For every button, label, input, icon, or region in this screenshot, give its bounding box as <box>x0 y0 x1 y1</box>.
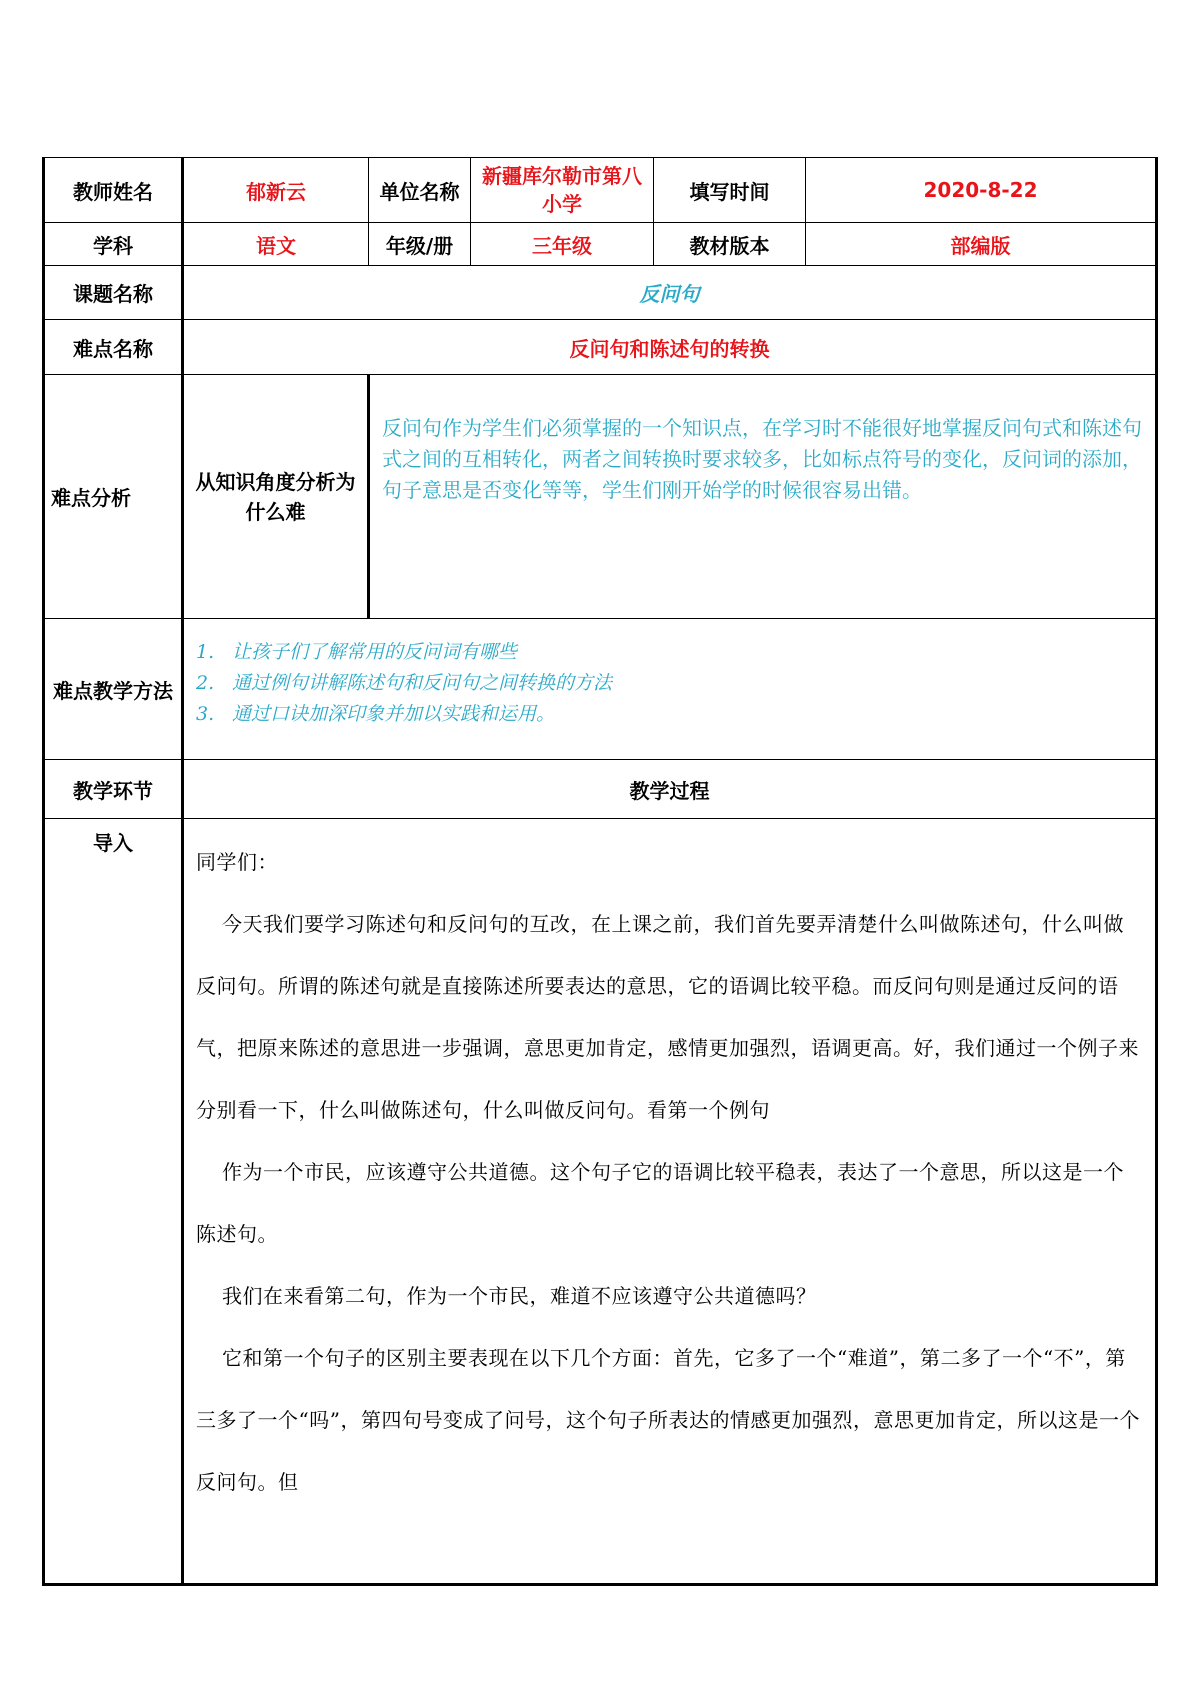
topic-label: 课题名称 <box>44 266 183 320</box>
intro-paragraph: 今天我们要学习陈述句和反问句的互改，在上课之前，我们首先要弄清楚什么叫做陈述句，什么叫做反问句。所谓的陈述句就是直接陈述所要表达的意思，它的语调比较平稳。而反问句则是通过反问的语气，把原来陈述的意思进一步强调，意思更加肯定，感情更加强烈，语调更高。好，我们通过一个例子来分别看一下，什么叫做陈述句，什么叫做反问句。看第一个例句 <box>196 912 1139 1122</box>
method-item: 3. 通过口诀加深印象并加以实践和运用。 <box>196 703 556 725</box>
edition-label: 教材版本 <box>654 223 806 266</box>
analysis-text: 反问句作为学生们必须掌握的一个知识点，在学习时不能很好地掌握反问句式和陈述句式之间的互相转化，两者之间转换时要求较多，比如标点符号的变化，反问词的添加，句子意思是否变化等等，学生们刚开始学的时候很容易出错。 <box>369 375 1157 619</box>
method-row <box>44 619 1157 760</box>
grade-value: 三年级 <box>471 223 654 266</box>
date-value: 2020-8-22 <box>806 158 1157 223</box>
intro-paragraph: 同学们： <box>196 850 278 874</box>
difficulty-row <box>44 320 1157 375</box>
analysis-label: 难点分析 <box>44 375 183 619</box>
difficulty-value: 反问句和陈述句的转换 <box>183 320 1157 375</box>
analysis-row <box>44 375 1157 619</box>
intro-paragraph: 它和第一个句子的区别主要表现在以下几个方面：首先，它多了一个“难道”，第二多了一个“不”，第三多了一个“吗”，第四句号变成了问号，这个句子所表达的情感更加强烈，意思更加肯定，所以这是一个反问句。但 <box>196 1346 1140 1494</box>
topic-value: 反问句 <box>183 266 1157 320</box>
process-label: 教学过程 <box>183 760 1157 819</box>
process-header-row <box>44 760 1157 819</box>
intro-paragraph: 作为一个市民，应该遵守公共道德。这个句子它的语调比较平稳表，表达了一个意思，所以这是一个陈述句。 <box>196 1160 1124 1246</box>
header-row-2 <box>44 223 1157 266</box>
analysis-sub-label: 从知识角度分析为什么难 <box>183 375 369 619</box>
method-item: 2. 通过例句讲解陈述句和反问句之间转换的方法 <box>196 672 613 694</box>
unit-value: 新疆库尔勒市第八小学 <box>471 158 654 223</box>
lesson-plan-table <box>42 157 1158 1586</box>
intro-text <box>183 819 1157 1585</box>
edition-value: 部编版 <box>806 223 1157 266</box>
topic-row <box>44 266 1157 320</box>
intro-label: 导入 <box>44 819 183 1585</box>
difficulty-label: 难点名称 <box>44 320 183 375</box>
method-label: 难点教学方法 <box>44 619 183 760</box>
date-label: 填写时间 <box>654 158 806 223</box>
subject-value: 语文 <box>183 223 369 266</box>
grade-label: 年级/册 <box>369 223 471 266</box>
method-item: 1. 让孩子们了解常用的反问词有哪些 <box>196 641 518 663</box>
subject-label: 学科 <box>44 223 183 266</box>
intro-paragraph: 我们在来看第二句，作为一个市民，难道不应该遵守公共道德吗？ <box>222 1284 817 1308</box>
header-row-1 <box>44 158 1157 223</box>
intro-row <box>44 819 1157 1585</box>
step-label: 教学环节 <box>44 760 183 819</box>
method-list <box>183 619 1157 760</box>
teacher-value: 郁新云 <box>183 158 369 223</box>
unit-label: 单位名称 <box>369 158 471 223</box>
teacher-label: 教师姓名 <box>44 158 183 223</box>
